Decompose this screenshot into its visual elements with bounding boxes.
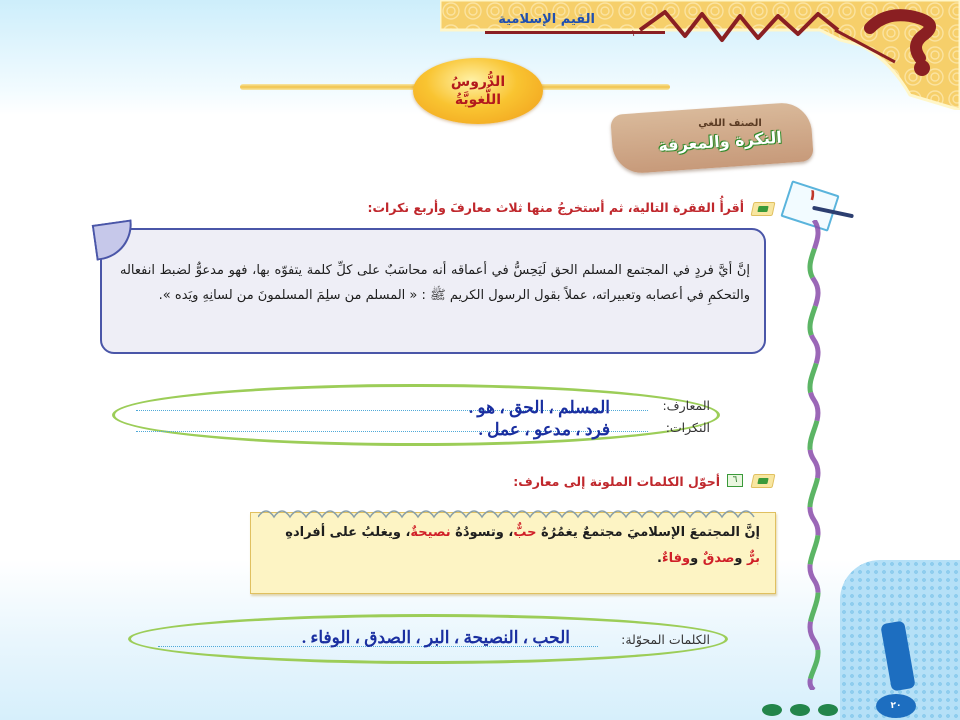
- subject-title: القيم الإسلامية: [498, 12, 595, 27]
- dot-decoration: [818, 704, 838, 716]
- indefinites-answer[interactable]: فرد ، مدعو ، عمل .: [478, 420, 610, 439]
- page-number: ٢٠: [876, 694, 916, 718]
- dot-decoration: [762, 704, 782, 716]
- lessons-badge: [413, 58, 543, 124]
- lesson-category: الصنف اللغي: [698, 118, 762, 129]
- highlight-word: حبٌّ: [513, 525, 537, 540]
- lesson-title: النكرة والمعرفة: [657, 127, 783, 156]
- highlight-word: نصيحةٌ: [410, 525, 451, 540]
- exercise-icon: [751, 474, 776, 488]
- highlight-word: صدقٌ: [702, 551, 735, 566]
- header-underline: [485, 31, 665, 34]
- knowns-label: المعارف:: [662, 398, 710, 413]
- converted-answer[interactable]: الحب ، النصيحة ، البر ، الصدق ، الوفاء .: [301, 628, 570, 647]
- exercise2-instruction: أحوّل الكلمات الملونة إلى معارف:: [513, 474, 720, 489]
- badge-line-2: اللُّغويَّةُ: [454, 92, 502, 108]
- exercise1-instruction: أقرأُ الفقرة التالية، ثم أستخرجُ منها ثلاث معارفَ وأربع نكرات:: [367, 200, 744, 215]
- highlight-word: برٌّ: [747, 551, 760, 566]
- passage-text: إنَّ أيَّ فردٍ في المجتمع المسلم الحق لَيَحِسُّ في أعماقه أنه محاسَبٌ على كلِّ كلمة يتفوّه بها، فهو مدعوٌّ لضبط انفعاله والتحكمِ في أعصابه وتعبيراته، عملاً بقول الرسول الكريم ﷺ : « المسلم من سلِمَ المسلمونَ من لسانِهِ ويَده ».: [120, 263, 750, 303]
- calendar-day: ١: [805, 185, 820, 205]
- notepad-spiral: [258, 504, 768, 516]
- exercise-icon: [751, 202, 776, 216]
- badge-line-1: الدُّروسُ: [450, 74, 506, 90]
- unit-number: ١: [631, 29, 636, 39]
- highlight-word: وفاءٌ: [661, 551, 691, 566]
- notepad-text: إنَّ المجتمعَ الإسلاميَ مجتمعٌ يغمُرُهُ حبٌّ، وتسودُهُ نصيحةٌ، ويغلبُ على أفرادهِ برٌّ وصدقٌ ووفاءٌ.: [285, 525, 760, 566]
- ribbon-decoration: [802, 220, 826, 690]
- indefinites-label: النكرات:: [665, 420, 710, 435]
- dot-decoration: [790, 704, 810, 716]
- converted-label: الكلمات المحوّلة:: [621, 632, 710, 647]
- exercise-number: ٦: [727, 474, 743, 487]
- knowns-answer[interactable]: المسلم ، الحق ، هو .: [468, 398, 610, 417]
